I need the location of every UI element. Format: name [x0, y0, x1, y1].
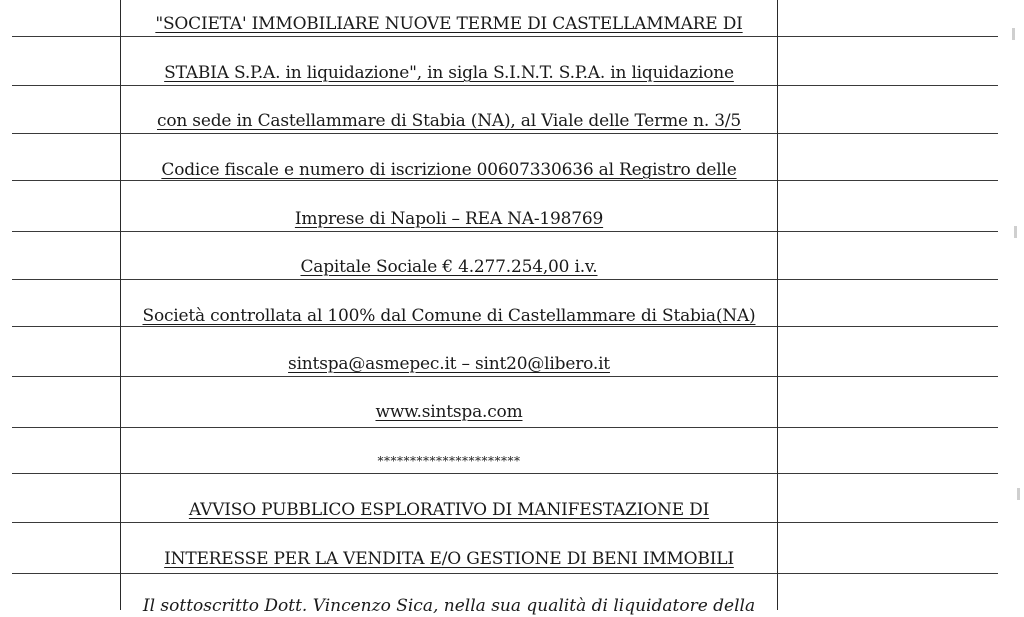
text-line: Codice fiscale e numero di iscrizione 00607330636 al Registro delle — [161, 160, 737, 180]
ruled-line — [12, 376, 998, 377]
ruled-line — [12, 473, 998, 474]
separator-line: ********************** — [377, 454, 521, 468]
text-line: Società controllata al 100% dal Comune di Castellammare di Stabia(NA) — [142, 306, 756, 326]
ruled-line — [12, 36, 998, 37]
ruled-line — [12, 133, 998, 134]
text-line: Imprese di Napoli – REA NA-198769 — [294, 209, 604, 229]
margin-mark — [1017, 488, 1020, 500]
text-line: Capitale Sociale € 4.277.254,00 i.v. — [300, 257, 598, 277]
email-line: sintspa@asmepec.it – sint20@libero.it — [288, 354, 610, 374]
text-line: con sede in Castellammare di Stabia (NA), al Viale delle Terme n. 3/5 — [157, 111, 741, 131]
margin-mark — [1012, 28, 1015, 40]
ruled-line — [12, 279, 998, 280]
ruled-line — [12, 231, 998, 232]
ruled-line — [12, 522, 998, 523]
text-line: "SOCIETA' IMMOBILIARE NUOVE TERME DI CASTELLAMMARE DI — [155, 14, 743, 34]
text-line: STABIA S.P.A. in liquidazione", in sigla S.I.N.T. S.P.A. in liquidazione — [164, 63, 734, 83]
partial-text-line: Il sottoscritto Dott. Vincenzo Sica, nella sua qualità di liquidatore della — [142, 596, 756, 616]
margin-mark — [1014, 226, 1017, 238]
ruled-line — [12, 85, 998, 86]
notice-title-line: AVVISO PUBBLICO ESPLORATIVO DI MANIFESTAZIONE DI — [188, 500, 710, 520]
right-margin-line — [777, 0, 778, 610]
notice-title-line: INTERESSE PER LA VENDITA E/O GESTIONE DI BENI IMMOBILI — [164, 549, 734, 569]
website-line: www.sintspa.com — [375, 402, 523, 422]
ruled-line — [12, 427, 998, 428]
ruled-line — [12, 573, 998, 574]
